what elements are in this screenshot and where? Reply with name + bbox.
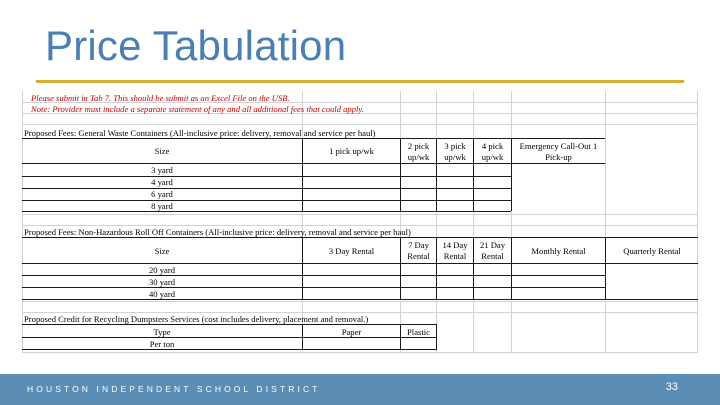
footer-bar (0, 374, 720, 405)
col-size: Size (154, 146, 170, 156)
col-plastic: Plastic (407, 327, 430, 337)
col-emergency-sub: Pick-up (545, 152, 572, 162)
col-4-pick-sub: up/wk (481, 152, 504, 162)
col-type: Type (153, 327, 171, 337)
col-3-pick: 3 pick (444, 141, 466, 151)
col-14-day-sub: Rental (443, 251, 467, 261)
table-row: 40 yard (148, 289, 175, 299)
table-row: 4 yard (151, 177, 173, 187)
col-21-day-sub: Rental (481, 251, 504, 261)
footer-organization: HOUSTON INDEPENDENT SCHOOL DISTRICT (27, 384, 321, 394)
price-tabulation-spreadsheet (22, 91, 698, 353)
page-number: 33 (665, 381, 678, 393)
col-21-day: 21 Day (479, 240, 506, 250)
col-quarterly: Quarterly Rental (623, 246, 681, 256)
table-row: 30 yard (148, 277, 175, 287)
col-4-pick: 4 pick (481, 141, 504, 151)
col-3-day: 3 Day Rental (328, 246, 375, 256)
col-emergency: Emergency Call-Out 1 (519, 141, 598, 151)
fees-note: Note: Provider must include a separate statement of any and all additional fees that could apply. (31, 104, 364, 114)
col-14-day: 14 Day (442, 240, 468, 250)
submission-note: Please submit in Tab 7. This should be submit as an Excel File on the USB. (31, 93, 290, 103)
col-2-pick: 2 pick (407, 141, 430, 151)
table-row: 8 yard (151, 201, 173, 211)
col-3-pick-sub: up/wk (444, 152, 466, 162)
general-waste-header: Proposed Fees: General Waste Containers (All-inclusive price: delivery, removal and service per haul) (24, 128, 376, 138)
recycling-header: Proposed Credit for Recycling Dumpsters Services (cost includes delivery, placement and removal.) (24, 314, 369, 324)
col-monthly: Monthly Rental (531, 246, 586, 256)
title-underline (36, 80, 684, 83)
col-2-pick-sub: up/wk (407, 152, 430, 162)
col-size: Size (154, 246, 170, 256)
col-7-day-sub: Rental (407, 251, 430, 261)
table-row: 6 yard (151, 189, 173, 199)
table-row: 3 yard (151, 165, 173, 175)
slide-title: Price Tabulation (45, 22, 347, 69)
table-row: Per ton (149, 339, 175, 349)
col-7-day: 7 Day (408, 240, 429, 250)
col-paper: Paper (341, 327, 362, 337)
table-row: 20 yard (148, 265, 175, 275)
roll-off-header: Proposed Fees: Non-Hazardous Roll Off Containers (All-inclusive price: delivery, removal and service per haul) (24, 227, 411, 237)
col-1-pick: 1 pick up/wk (329, 146, 374, 156)
